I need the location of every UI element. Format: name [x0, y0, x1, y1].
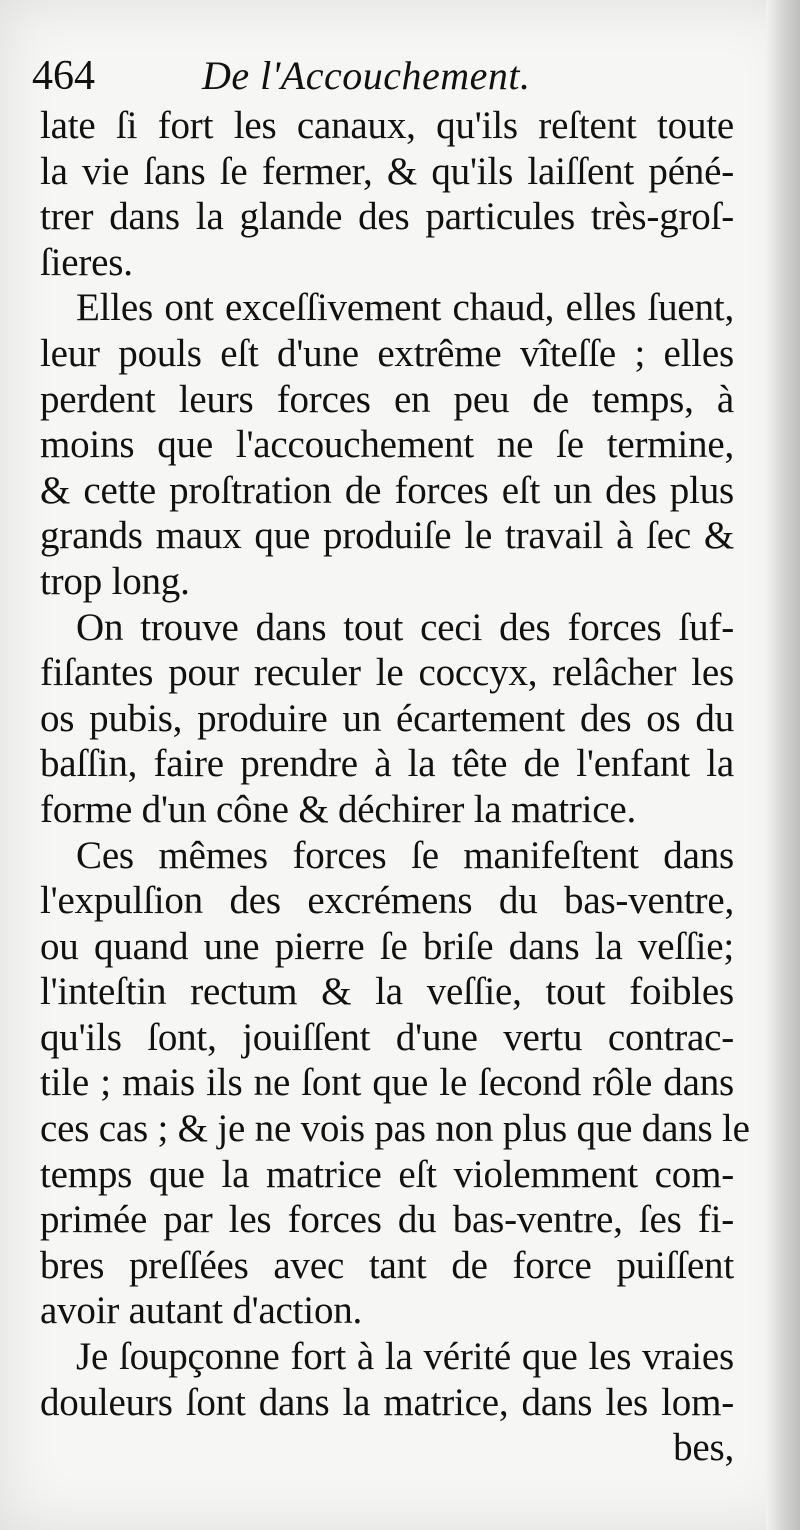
text-line: qu'ils ſont, jouiſſent d'une vertu contrac-: [40, 1015, 734, 1059]
text-line: grands maux que produiſe le travail à ſec &: [40, 514, 734, 558]
page-number: 464: [32, 53, 95, 99]
text-line: ces cas ; & je ne vois pas non plus que dans le: [40, 1107, 750, 1151]
text-line: tile ; mais ils ne ſont que le ſecond rôle dans: [40, 1061, 734, 1105]
text-line: os pubis, produire un écartement des os du: [40, 696, 734, 740]
text-line: moins que l'accouchement ne ſe termine,: [40, 423, 734, 467]
text-line: ſieres.: [40, 240, 133, 284]
page-edge-shadow: [766, 0, 800, 1530]
text-line: late ſi fort les canaux, qu'ils reſtent toute: [40, 104, 734, 147]
page-header: [32, 48, 732, 104]
text-line: Ces mêmes forces ſe manifeſtent dans: [76, 833, 734, 877]
text-line: douleurs ſont dans la matrice, dans les lom-: [40, 1380, 734, 1424]
text-line: ou quand une pierre ſe briſe dans la veſſie;: [40, 924, 734, 968]
text-line: trer dans la glande des particules très-groſ-: [40, 195, 734, 239]
text-line: bres preſſées avec tant de force puiſſent: [40, 1243, 734, 1287]
running-title: De l'Accouchement.: [202, 53, 531, 98]
text-line: perdent leurs forces en peu de temps, à: [40, 377, 734, 421]
text-line: forme d'un cône & déchirer la matrice.: [40, 787, 637, 831]
text-line: primée par les forces du bas-ventre, ſes fi-: [40, 1198, 734, 1242]
text-line: On trouve dans tout ceci des forces ſuf-: [76, 605, 734, 649]
text-line: trop long.: [40, 559, 190, 603]
text-line: temps que la matrice eſt violemment com-: [40, 1152, 734, 1196]
text-line: l'inteſtin rectum & la veſſie, tout foibles: [40, 970, 734, 1014]
text-line: baſſin, faire prendre à la tête de l'enfant la: [40, 742, 734, 786]
text-line: leur pouls eſt d'une extrême vîteſſe ; elles: [40, 331, 734, 375]
text-line: & cette proſtration de forces eſt un des plus: [40, 468, 734, 512]
text-line: la vie ſans ſe fermer, & qu'ils laiſſent péné-: [40, 149, 734, 193]
text-line: Elles ont exceſſivement chaud, elles ſuent,: [76, 286, 734, 330]
text-line: fiſantes pour reculer le coccyx, relâcher les: [40, 651, 734, 695]
text-line: l'expulſion des excrémens du bas-ventre,: [40, 879, 734, 923]
body-text: [40, 103, 750, 1471]
text-line: bes,: [673, 1426, 734, 1470]
text-line: avoir autant d'action.: [40, 1289, 363, 1333]
text-line: Je ſoupçonne fort à la vérité que les vraies: [76, 1335, 734, 1379]
